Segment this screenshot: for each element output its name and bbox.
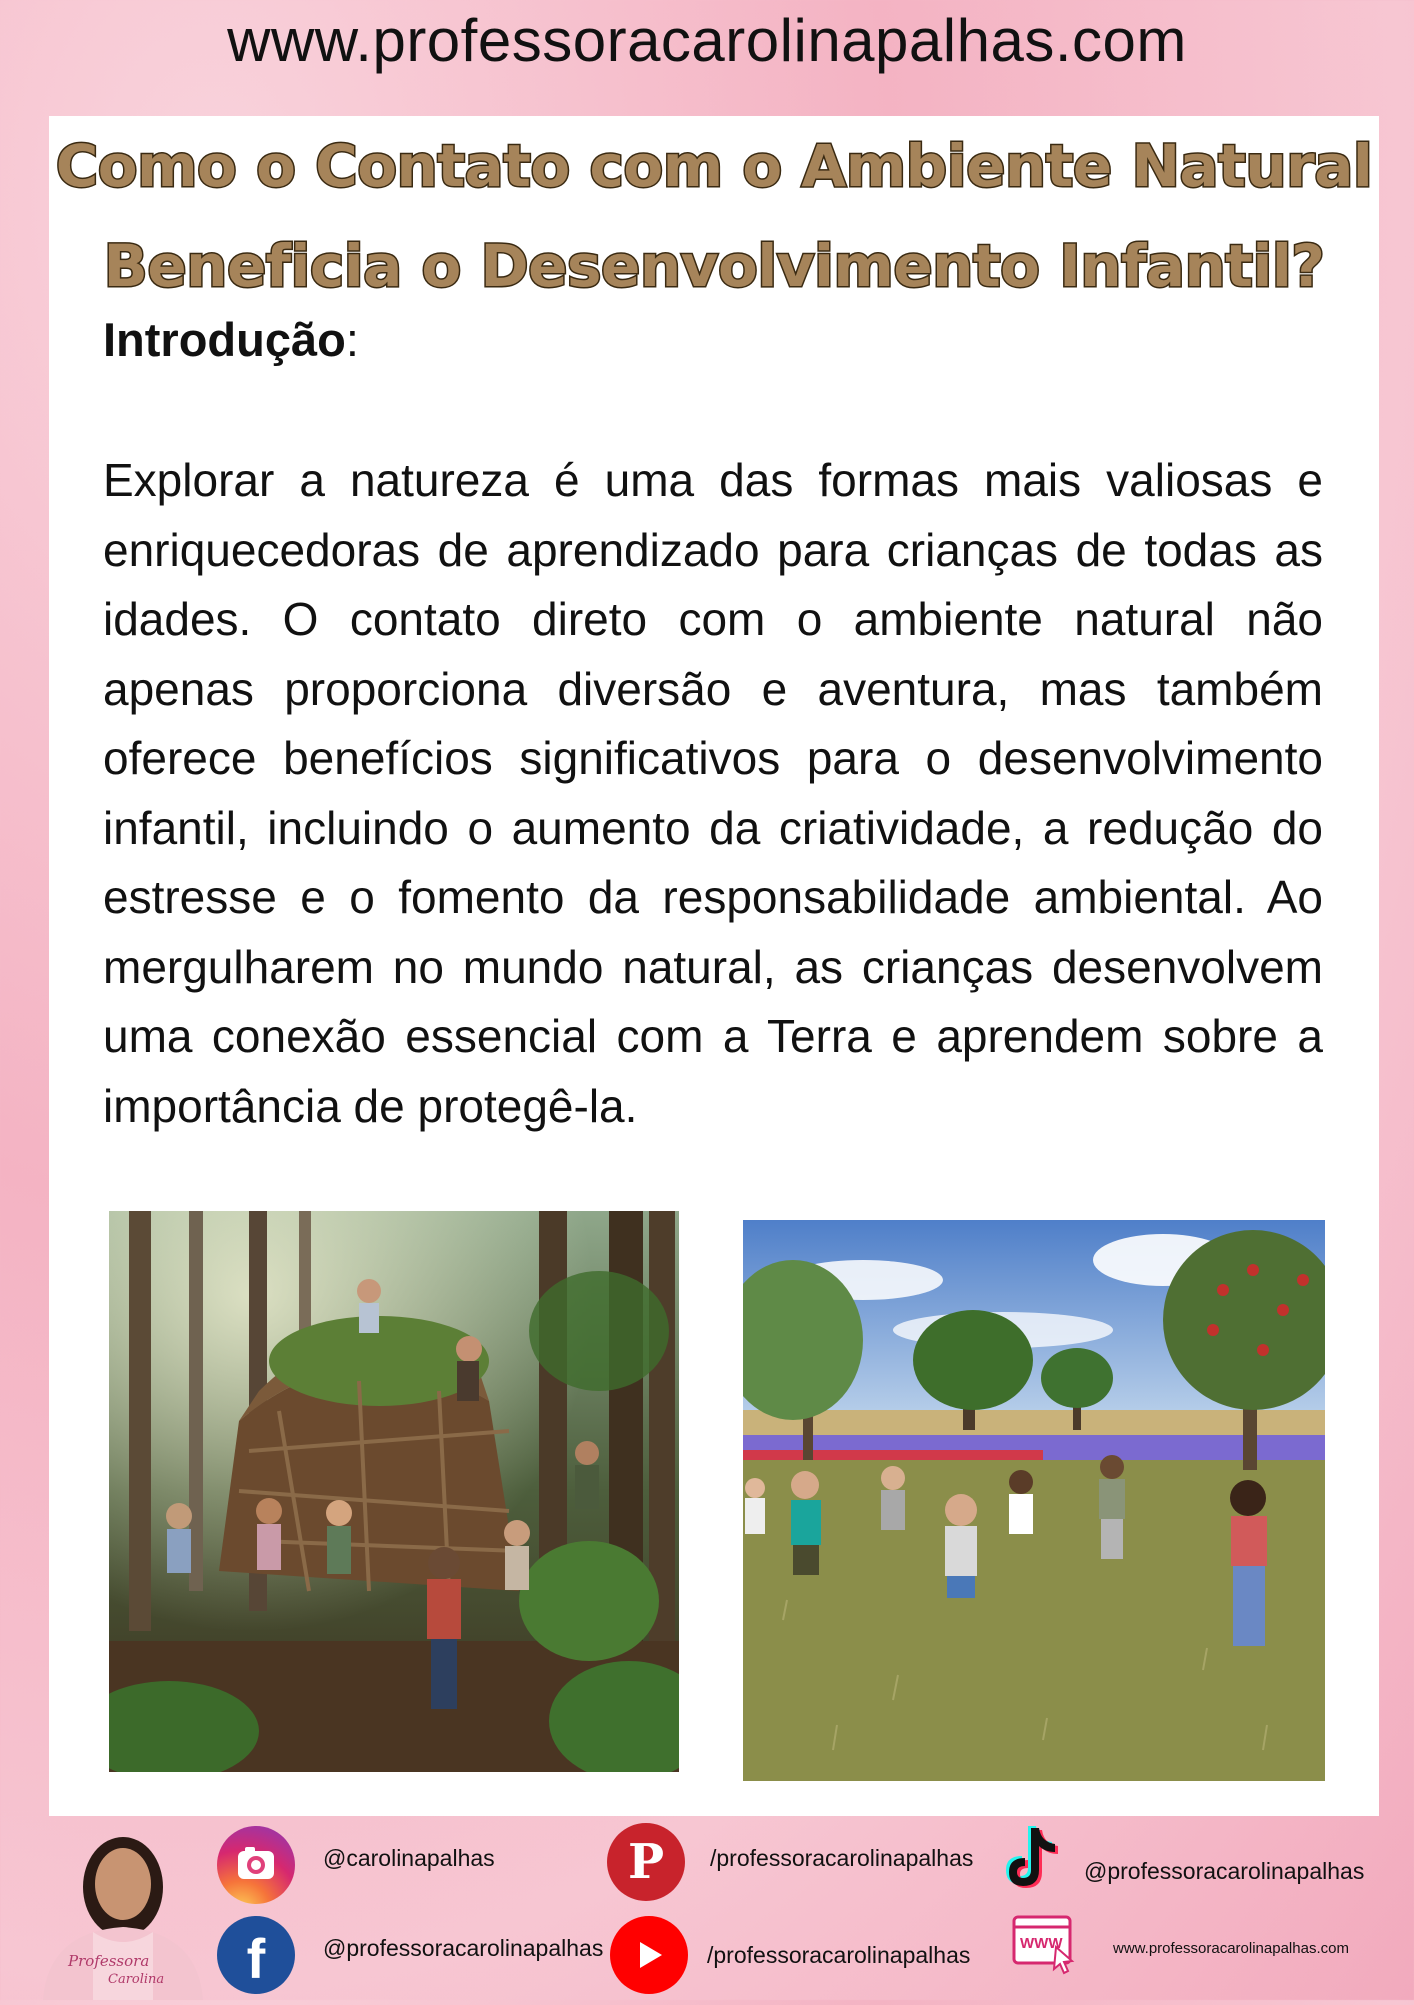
instagram-icon[interactable] xyxy=(217,1826,295,1904)
intro-paragraph: Explorar a natureza é uma das formas mais valiosas e enriquecedoras de aprendizado para crianças de todas as idades. O contato direto com o ambiente natural não apenas proporciona diversão e aventura, mas também oferece benefícios significativos para o desenvolvimento infantil, incluindo o aumento da criatividade, a redução do estresse e o fomento da responsabilidade ambiental. Ao mergulharem no mundo natural, as crianças desenvolvem uma conexão essencial com a Terra e aprendem sobre a importância de protegê-la. xyxy=(103,454,1323,1132)
intro-heading xyxy=(103,312,359,367)
author-avatar xyxy=(38,1822,208,2000)
children-running-image xyxy=(743,1220,1325,1781)
tiktok-icon[interactable] xyxy=(1001,1822,1065,1892)
pinterest-handle[interactable]: /professoracarolinapalhas xyxy=(710,1845,974,1871)
instagram-handle[interactable]: @carolinapalhas xyxy=(323,1845,495,1871)
article-card xyxy=(49,116,1379,1816)
facebook-icon[interactable]: f xyxy=(217,1916,295,1994)
title-line-2: Beneficia o Desenvolvimento Infantil? xyxy=(103,232,1325,300)
www-badge: WWW xyxy=(1020,1935,1063,1952)
forest-hut-image xyxy=(109,1211,679,1772)
tiktok-handle[interactable]: @professoracarolinapalhas xyxy=(1084,1858,1365,1884)
intro-label: Introdução xyxy=(103,313,346,366)
intro-colon: : xyxy=(345,313,359,366)
pinterest-icon[interactable]: P xyxy=(607,1823,685,1901)
facebook-handle[interactable]: @professoracarolinapalhas xyxy=(323,1935,604,1961)
website-icon[interactable] xyxy=(1012,1915,1078,1975)
avatar-caption-line1: Professora xyxy=(68,1952,150,1970)
title-line-1: Como o Contato com o Ambiente Natural xyxy=(55,132,1373,200)
article-title xyxy=(49,116,1379,316)
avatar-caption-line2: Carolina xyxy=(108,1972,165,1987)
website-link[interactable]: www.professoracarolinapalhas.com xyxy=(1113,1940,1349,1957)
youtube-icon[interactable] xyxy=(610,1916,688,1994)
site-url[interactable]: www.professoracarolinapalhas.com xyxy=(227,7,1187,74)
youtube-handle[interactable]: /professoracarolinapalhas xyxy=(707,1942,971,1968)
